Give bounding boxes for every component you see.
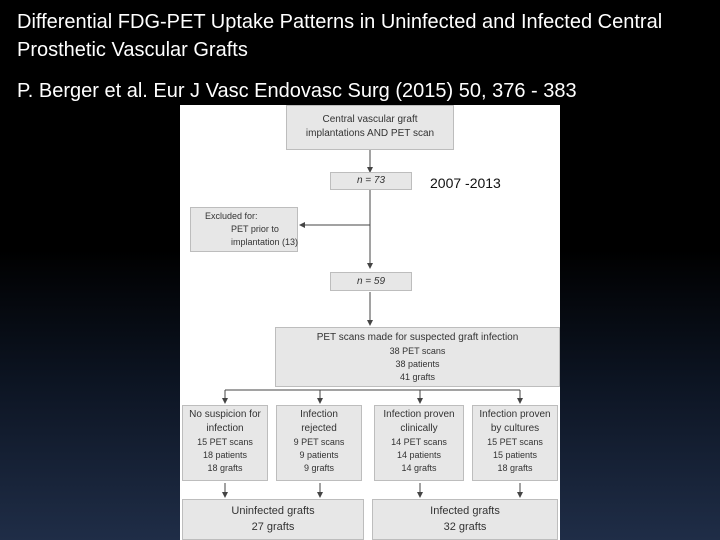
pet-line3: 38 patients <box>395 359 440 369</box>
cat1-line4: 18 patients <box>202 450 248 460</box>
box-n-initial: n = 73 <box>330 172 412 190</box>
infected-label: Infected grafts <box>430 505 500 517</box>
cat1-line5: 18 grafts <box>207 463 243 473</box>
excluded-line1: Excluded for: <box>205 211 258 221</box>
cat3-line3: 14 PET scans <box>391 437 447 447</box>
infected-count: 32 grafts <box>443 521 487 533</box>
box-excluded <box>190 207 298 252</box>
cat3-line1: Infection proven <box>383 409 455 420</box>
cat4-line2: by cultures <box>490 423 540 434</box>
cat3-line4: 14 patients <box>396 450 442 460</box>
pet-line4: 41 grafts <box>399 372 436 382</box>
slide-title: Differential FDG-PET Uptake Patterns in Uninfected and Infected Central Prosthetic Vascular Grafts <box>17 11 663 61</box>
flowchart-figure <box>180 105 560 540</box>
uninfected-label: Uninfected grafts <box>231 505 315 517</box>
pet-line2: 38 PET scans <box>389 346 446 356</box>
cat2-line2: rejected <box>301 423 337 434</box>
cat2-line1: Infection <box>300 409 338 420</box>
cat4-line3: 15 PET scans <box>487 437 543 447</box>
cat4-line1: Infection proven <box>479 409 551 420</box>
uninfected-count: 27 grafts <box>251 521 295 533</box>
cat3-line2: clinically <box>400 423 438 434</box>
box-proven-cultures <box>472 405 558 481</box>
box-proven-clinically <box>374 405 464 481</box>
cat2-line3: 9 PET scans <box>293 437 345 447</box>
box-uninfected-grafts <box>182 499 364 540</box>
box-infected-grafts <box>372 499 558 540</box>
box-pet-scans <box>275 327 560 387</box>
implantations-line2: implantations AND PET scan <box>305 128 435 139</box>
box-infection-rejected <box>276 405 362 481</box>
cat2-line5: 9 grafts <box>303 463 334 473</box>
implantations-line1: Central vascular graft <box>322 114 418 125</box>
cat4-line4: 15 patients <box>492 450 538 460</box>
cat1-line2: infection <box>206 423 244 434</box>
box-implantations <box>286 105 454 150</box>
year-range-annotation: 2007 -2013 <box>430 175 501 191</box>
cat4-line5: 18 grafts <box>497 463 533 473</box>
pet-line1: PET scans made for suspected graft infection <box>316 332 519 343</box>
citation: P. Berger et al. Eur J Vasc Endovasc Surg (2015) 50, 376 - 383 <box>17 80 577 102</box>
cat1-line3: 15 PET scans <box>197 437 253 447</box>
cat3-line5: 14 grafts <box>401 463 437 473</box>
box-n-after: n = 59 <box>330 272 412 291</box>
cat1-line1: No suspicion for <box>189 409 261 420</box>
excluded-line2: PET prior to <box>231 224 279 234</box>
excluded-line3: implantation (13) <box>231 237 299 247</box>
cat2-line4: 9 patients <box>299 450 339 460</box>
box-no-suspicion <box>182 405 268 481</box>
